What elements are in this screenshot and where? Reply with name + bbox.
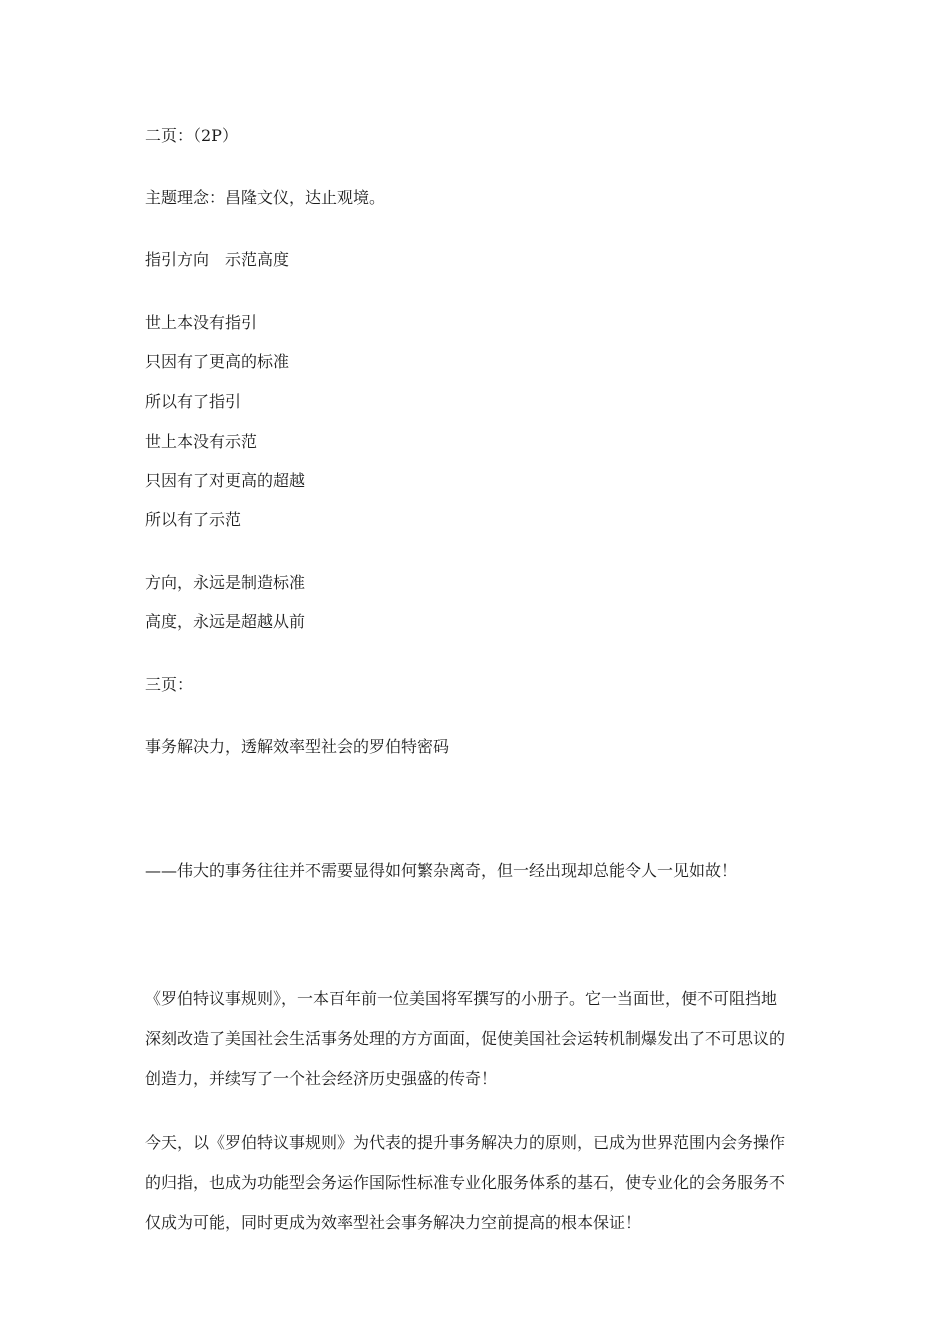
paragraph-line: 的归指，也成为功能型会务运作国际性标准专业化服务体系的基石，使专业化的会务服务不	[145, 1173, 786, 1192]
poem-line: 世上本没有示范	[145, 432, 258, 451]
poem-line: 所以有了示范	[145, 510, 242, 529]
paragraph-line: 《罗伯特议事规则》，一本百年前一位美国将军撰写的小册子。它一当面世，便不可阻挡地	[145, 989, 778, 1008]
paragraph-line: 今天，以《罗伯特议事规则》为代表的提升事务解决力的原则，已成为世界范围内会务操作	[145, 1133, 786, 1152]
poem-line: 世上本没有指引	[145, 313, 258, 332]
page3-heading: 三页：	[145, 675, 194, 694]
page3-title: 事务解决力，透解效率型社会的罗伯特密码	[145, 737, 450, 756]
poem-line: 只因有了对更高的超越	[145, 471, 306, 490]
paragraph-line: 创造力，并续写了一个社会经济历史强盛的传奇！	[145, 1069, 498, 1088]
poem-line: 只因有了更高的标准	[145, 352, 290, 371]
paragraph-1	[145, 979, 809, 1099]
subtitle: 指引方向 示范高度	[145, 250, 290, 269]
closing-line: 方向，永远是制造标准	[145, 573, 306, 592]
paragraph-line: 仅成为可能，同时更成为效率型社会事务解决力空前提高的根本保证！	[145, 1213, 642, 1232]
theme-concept: 主题理念：昌隆文仪，达止观境。	[145, 188, 386, 207]
page2-heading: 二页：（2P）	[145, 126, 238, 145]
paragraph-2	[145, 1123, 809, 1243]
poem-line: 所以有了指引	[145, 392, 242, 411]
closing-line: 高度，永远是超越从前	[145, 612, 306, 631]
quote: ——伟大的事务往往并不需要显得如何繁杂离奇，但一经出现却总能令人一见如故！	[145, 861, 738, 880]
paragraph-line: 深刻改造了美国社会生活事务处理的方方面面，促使美国社会运转机制爆发出了不可思议的	[145, 1029, 786, 1048]
